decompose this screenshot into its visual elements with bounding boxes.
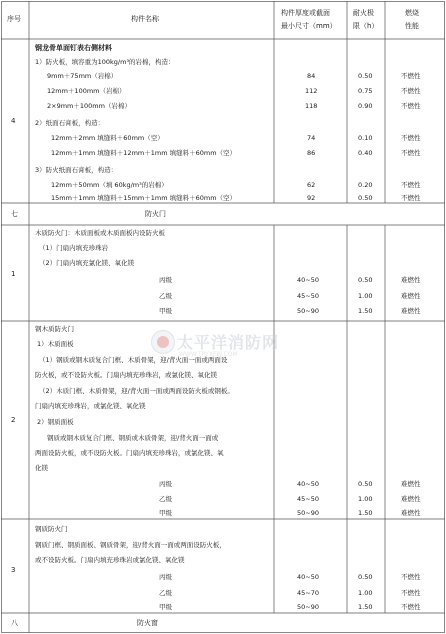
grade-label: 甲级	[159, 509, 172, 517]
row-thickness: 86	[307, 149, 316, 157]
row-fire-limit: 0.50	[358, 573, 373, 581]
header-fire-line1: 耐火极	[353, 9, 374, 17]
watermark-subtext: WWW.TPYXFW.COM	[179, 351, 238, 358]
section8-title: 防火窗	[137, 619, 158, 627]
door3-line: 钢质防火门	[35, 525, 68, 533]
watermark-text: 太平洋消防网	[177, 333, 280, 352]
row-combustion: 难燃性	[401, 292, 421, 300]
grade-label: 甲级	[159, 307, 172, 315]
row-combustion: 不燃性	[401, 603, 421, 611]
door2-line: （1）钢质或钢木质复合门框、木质骨架，迎/背火面一面或两面设	[39, 356, 228, 364]
door2-line: 两面设防火板，或不设防火板。门扇内填充珍珠岩，或氯化镁、氧	[35, 449, 224, 457]
section4-item3-intro: 3）防火纸面石膏板，构造：	[35, 166, 118, 174]
door1-line: （1）门扇内填充珍珠岩	[39, 244, 109, 252]
row-fire-limit: 1.50	[358, 509, 373, 517]
row-combustion: 难燃性	[401, 509, 421, 517]
row-combustion: 不燃性	[401, 72, 421, 80]
door2-line: 防火板，或不设防火板。门扇内填充珍珠岩，或氯化镁、氧化镁	[35, 371, 217, 379]
header-combustion-line1: 燃烧	[405, 9, 419, 17]
row-thickness: 62	[307, 181, 316, 189]
row-combustion: 不燃性	[401, 589, 421, 597]
row-fire-limit: 0.50	[358, 276, 373, 284]
row-thickness: 45~50	[297, 495, 319, 503]
row-thickness: 40~50	[297, 480, 319, 488]
fire-resistance-table	[1, 1, 445, 633]
door1-no: 1	[11, 270, 16, 278]
row-fire-limit: 1.00	[358, 292, 373, 300]
row-thickness: 40~50	[297, 573, 319, 581]
door2-line: 钢质或钢木质复合门框、钢质或木质骨架，迎/背火面一面或	[47, 434, 219, 442]
door2-line: 门扇内填充珍珠岩，或氯化镁、氧化镁	[35, 402, 146, 410]
grade-label: 甲级	[159, 603, 172, 611]
row-fire-limit: 1.00	[358, 495, 373, 503]
section7-no: 七	[11, 210, 18, 218]
section8-no: 八	[11, 619, 18, 627]
row-combustion: 不燃性	[401, 194, 421, 202]
row-combustion: 难燃性	[401, 495, 421, 503]
header-combustion-line2: 性能	[405, 22, 419, 30]
row-fire-limit: 0.90	[358, 102, 373, 110]
row-name: 12mm＋100mm（岩棉）	[47, 87, 126, 95]
section4-no: 4	[11, 117, 16, 125]
door2-line: 钢木质防火门	[35, 325, 74, 333]
row-fire-limit: 0.50	[358, 194, 373, 202]
door1-line: 木质防火门：木质面板或木质面板内设防火板	[35, 229, 165, 237]
section4-item1-intro: 1）防火板，填容重为100kg/m³的岩棉，构造：	[35, 58, 175, 66]
row-thickness: 84	[307, 72, 316, 80]
row-fire-limit: 0.20	[358, 181, 373, 189]
row-fire-limit: 0.10	[358, 134, 373, 142]
row-name: 12mm＋1mm 填缝料＋12mm＋1mm 填缝料＋60mm（空）	[51, 149, 237, 157]
grade-label: 乙级	[159, 292, 172, 300]
row-name: 9mm＋75mm（岩棉）	[47, 72, 118, 80]
row-name: 15mm＋1mm 填缝料＋15mm＋1mm 填缝料＋60mm（空）	[51, 194, 237, 202]
door2-line: （2）木质门框、木质骨架，迎/背火面一面或两面设防火板或钢板。	[39, 387, 234, 395]
row-name: 12mm＋50mm（填 60kg/m³的岩棉）	[51, 181, 168, 189]
door3-line: 或不设防火板。门扇内填充珍珠岩或氯化镁、氧化镁	[35, 556, 185, 564]
table-grid	[1, 1, 445, 633]
grade-label: 乙级	[159, 589, 172, 597]
row-thickness: 50~90	[297, 603, 319, 611]
row-fire-limit: 0.50	[358, 480, 373, 488]
row-fire-limit: 1.50	[358, 603, 373, 611]
header-thickness-line2: 最小尺寸（mm）	[281, 22, 337, 30]
section7-title: 防火门	[145, 210, 166, 218]
grade-label: 乙级	[159, 495, 172, 503]
header-name: 构件名称	[131, 15, 159, 23]
row-fire-limit: 0.50	[358, 72, 373, 80]
header-fire-line2: 限（h）	[353, 22, 379, 30]
row-thickness: 40~50	[297, 276, 319, 284]
row-combustion: 不燃性	[401, 573, 421, 581]
row-thickness: 92	[307, 194, 316, 202]
row-thickness: 45~70	[297, 589, 319, 597]
door3-line: 钢质门框、钢质面板、钢质骨架，迎/背火面一面或两面设防火板，	[35, 541, 226, 549]
door3-no: 3	[11, 566, 16, 574]
row-name: 2×9mm＋100mm（岩棉）	[47, 102, 131, 110]
row-combustion: 不燃性	[401, 181, 421, 189]
row-thickness: 50~90	[297, 307, 319, 315]
door2-no: 2	[11, 416, 16, 424]
header-thickness-line1: 构件厚度或截面	[281, 9, 330, 17]
header-no: 序号	[7, 15, 21, 23]
row-fire-limit: 0.40	[358, 149, 373, 157]
row-combustion: 不燃性	[401, 149, 421, 157]
section4-title: 钢龙骨单面钉表右侧材料	[35, 44, 112, 52]
row-fire-limit: 1.50	[358, 307, 373, 315]
door2-line: 1）木质面板	[37, 340, 74, 348]
watermark	[151, 326, 301, 366]
row-combustion: 不燃性	[401, 134, 421, 142]
row-combustion: 难燃性	[401, 276, 421, 284]
row-thickness: 118	[305, 102, 318, 110]
row-combustion: 难燃性	[401, 480, 421, 488]
row-thickness: 112	[305, 87, 318, 95]
row-combustion: 不燃性	[401, 87, 421, 95]
grade-label: 丙级	[159, 480, 172, 488]
grade-label: 丙级	[159, 276, 172, 284]
row-thickness: 74	[307, 134, 316, 142]
row-name: 12mm＋2mm 填缝料＋60mm（空）	[51, 134, 164, 142]
door2-line: 化镁	[35, 464, 48, 472]
section4-item2-intro: 2）纸面石膏板，构造：	[35, 119, 105, 127]
row-thickness: 45~50	[297, 292, 319, 300]
door1-line: （2）门扇内填充氯化镁、氧化镁	[39, 259, 135, 267]
watermark-logo-icon	[151, 330, 175, 354]
row-combustion: 难燃性	[401, 307, 421, 315]
row-fire-limit: 0.75	[358, 87, 373, 95]
row-thickness: 50~90	[297, 509, 319, 517]
row-fire-limit: 1.00	[358, 589, 373, 597]
row-combustion: 不燃性	[401, 102, 421, 110]
grade-label: 丙级	[159, 573, 172, 581]
door2-line: 2）钢质面板	[37, 418, 74, 426]
